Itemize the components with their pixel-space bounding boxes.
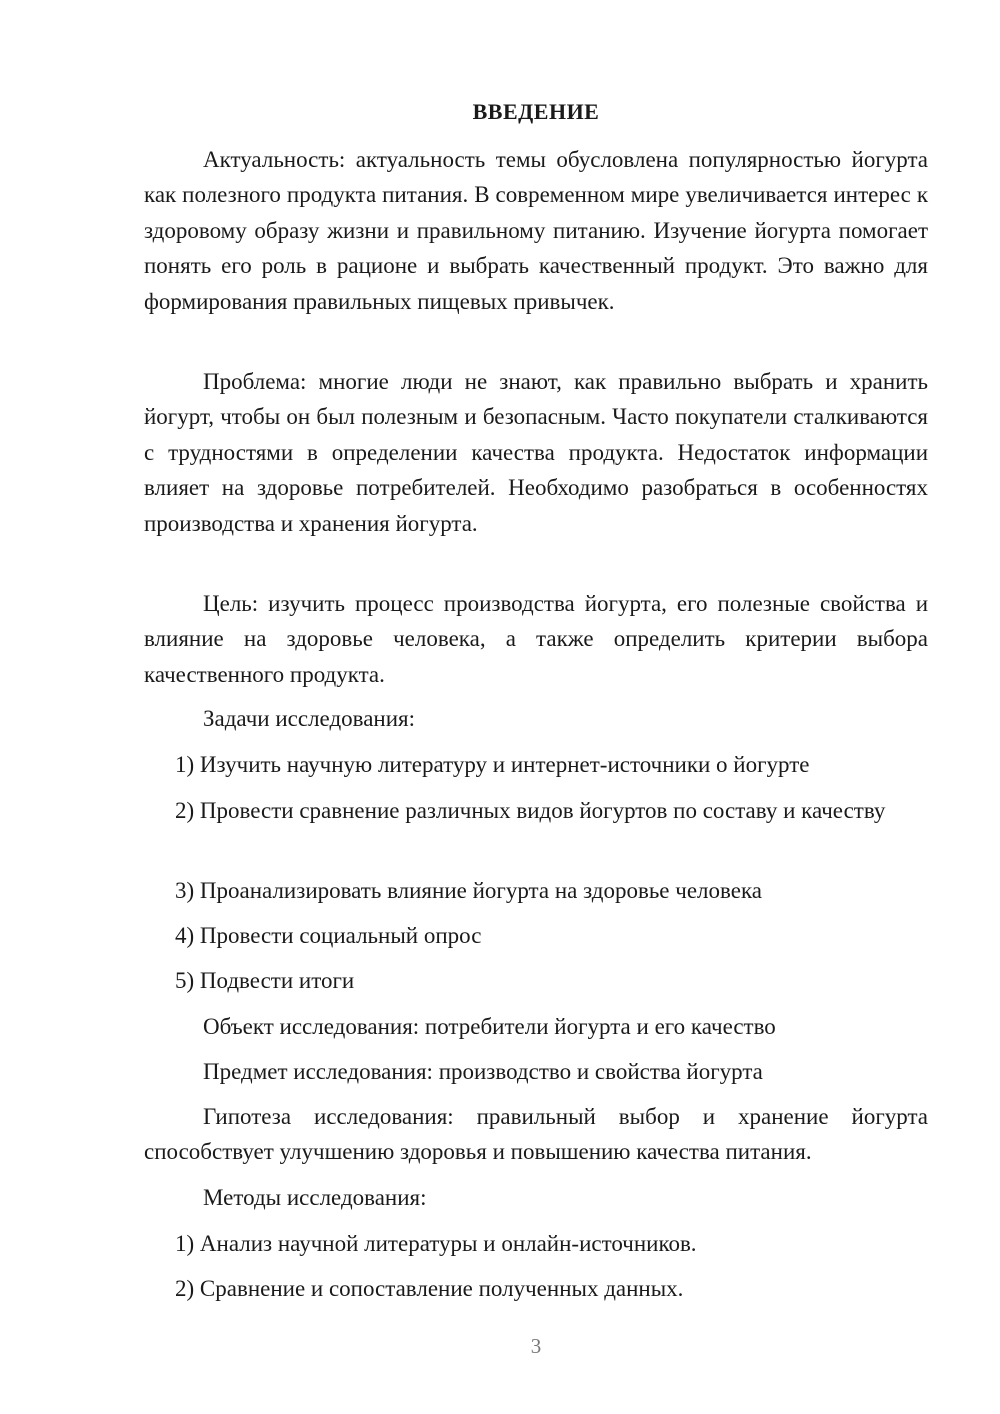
research-object: Объект исследования: потребители йогурта и его качество bbox=[203, 1014, 776, 1039]
goal-paragraph: Цель: изучить процесс производства йогурта, его полезные свойства и влияние на здоровье человека, а также определить критерии выбора качественного продукта. bbox=[144, 591, 928, 687]
page-title: ВВЕДЕНИЕ bbox=[472, 99, 600, 124]
task-item-3: 3) Проанализировать влияние йогурта на здоровье человека bbox=[175, 878, 762, 903]
task-item-5: 5) Подвести итоги bbox=[175, 968, 355, 993]
method-item-1: 1) Анализ научной литературы и онлайн-источников. bbox=[175, 1231, 697, 1256]
task-item-4: 4) Провести социальный опрос bbox=[175, 923, 482, 948]
problem-paragraph: Проблема: многие люди не знают, как правильно выбрать и хранить йогурт, чтобы он был полезным и безопасным. Часто покупатели сталкиваются с трудностями в определении качества продукта. Недостаток информации влияет на здоровье потребителей. Необходимо разобраться в особенностях производства и хранения йогурта. bbox=[144, 369, 928, 536]
research-subject: Предмет исследования: производство и свойства йогурта bbox=[203, 1059, 763, 1084]
tasks-heading: Задачи исследования: bbox=[203, 706, 416, 731]
method-item-2: 2) Сравнение и сопоставление полученных данных. bbox=[175, 1276, 684, 1301]
page-number: 3 bbox=[530, 1334, 542, 1358]
methods-heading: Методы исследования: bbox=[203, 1185, 427, 1210]
task-item-2: 2) Провести сравнение различных видов йогуртов по составу и качеству bbox=[175, 798, 886, 823]
relevance-paragraph: Актуальность: актуальность темы обусловлена популярностью йогурта как полезного продукта питания. В современном мире увеличивается интерес к здоровому образу жизни и правильному питанию. Изучение йогурта помогает понять его роль в рационе и выбрать качественный продукт. Это важно для формирования правильных пищевых привычек. bbox=[144, 147, 928, 314]
hypothesis-paragraph: Гипотеза исследования: правильный выбор и хранение йогурта способствует улучшению здоровья и повышению качества питания. bbox=[144, 1104, 928, 1165]
task-item-1: 1) Изучить научную литературу и интернет-источники о йогурте bbox=[175, 752, 810, 777]
